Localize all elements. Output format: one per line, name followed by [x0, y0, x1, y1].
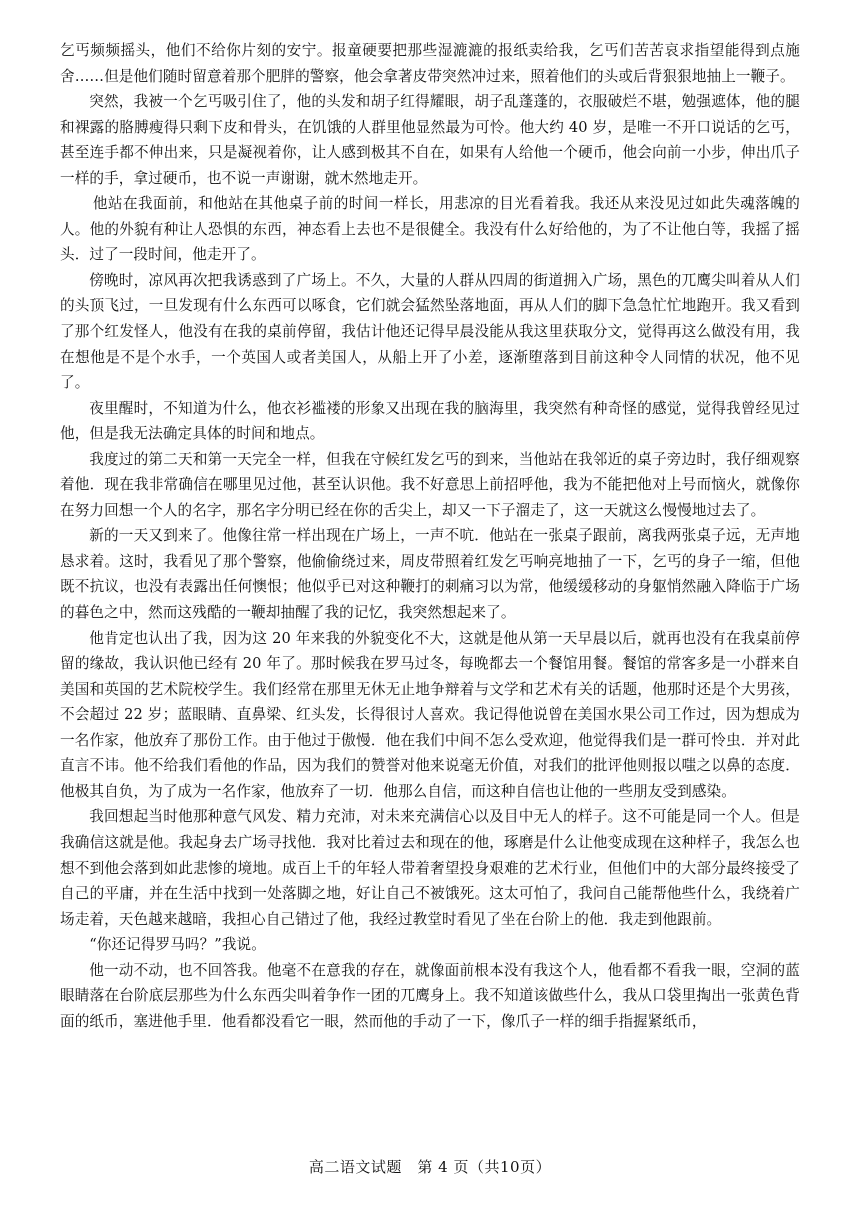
paragraph-9: 我回想起当时他那种意气风发、精力充沛，对未来充满信心以及目中无人的样子。这不可能是同一个人。但是我确信这就是他。我起身去广场寻找他．我对比着过去和现在的他，琢磨是什么让他变成现在这种样子，我怎么也想不到他会落到如此悲惨的境地。成百上千的年轻人带着奢望投身艰难的艺术行业，但他们中的大部分最终接受了自己的平庸，并在生活中找到一处落脚之地，好让自己不被饿死。这太可怕了，我问自己能帮他些什么，我绕着广场走着，天色越来越暗，我担心自己错过了他，我经过教堂时看见了坐在台阶上的他．我走到他跟前。 [60, 808, 800, 928]
paragraph-7: 新的一天又到来了。他像往常一样出现在广场上，一声不吭．他站在一张桌子跟前，离我两张桌子远，无声地恳求着。这时，我看见了那个警察，他偷偷绕过来，周皮带照着红发乞丐响亮地抽了一下，乞丐的身子一缩，但他既不抗议，也没有表露出任何懊恨；他似乎已对这种鞭打的刺痛习以为常，他缓缓移动的身躯悄然融入降临于广场的暮色之中，然而这残酷的一鞭却抽醒了我的记忆，我突然想起来了。 [60, 527, 800, 622]
paragraph-3: 他站在我面前，和他站在其他桌子前的时间一样长，用悲凉的目光看着我。我还从来没见过如此失魂落魄的人。他的外貌有种让人恐惧的东西，神态看上去也不是很健全。我没有什么好给他的，为了不让他白等，我摇了摇头．过了一段时间，他走开了。 [60, 195, 800, 264]
paragraph-1: 乞丐频频摇头，他们不给你片刻的安宁。报童硬要把那些湿漉漉的报纸卖给我，乞丐们苦苦哀求指望能得到点施舍……但是他们随时留意着那个肥胖的警察，他会拿著皮带突然冲过来，照着他们的头或后背狠狠地抽上一鞭子。 [60, 42, 800, 85]
paragraph-5: 夜里醒时，不知道为什么，他衣衫褴褛的形象又出现在我的脑海里，我突然有种奇怪的感觉，觉得我曾经见过他，但是我无法确定具体的时间和地点。 [60, 399, 800, 443]
paragraph-10: “你还记得罗马吗？”我说。 [89, 936, 266, 954]
page-footer: 高二语文试题 第 4 页（共10页） [308, 1158, 552, 1176]
paragraph-8: 他肯定也认出了我，因为这 20 年来我的外貌变化不大，这就是他从第一天早晨以后，就再也没有在我桌前停留的缘故，我认识他已经有 20 年了。那时候我在罗马过冬，每晚都去一个餐馆用餐。餐馆的常客多是一小群来自美国和英国的艺术院校学生。我们经常在那里无休无止地争辩着与文学和艺术有关的话题，他那时还是个大男孩，不会超过 22 岁；蓝眼睛、直鼻梁、红头发，长得很讨人喜欢。我记得他说曾在美国水果公司工作过，因为想成为一名作家，他放弃了那份工作。由于他过于傲慢．他在我们中间不怎么受欢迎，他觉得我们是一群可怜虫．并对此直言不讳。他不给我们看他的作品，因为我们的赞誉对他来说毫无价值，对我们的批评他则报以嗤之以鼻的态度．他极其自负，为了成为一名作家，他放弃了一切．他那么自信，而这种自信也让他的一些朋友受到感染。 [60, 629, 800, 800]
paragraph-6: 我度过的第二天和第一天完全一样，但我在守候红发乞丐的到来，当他站在我邻近的桌子旁边时，我仔细观察着他．现在我非常确信在哪里见过他，甚至认识他。我不好意思上前招呼他，我为不能把他对上号而恼火，就像你在努力回想一个人的名字，那名字分明已经在你的舌尖上，却又一下子溜走了，这一天就这么慢慢地过去了。 [60, 450, 800, 519]
story-text [60, 38, 800, 1034]
paragraph-4: 傍晚时，凉风再次把我诱惑到了广场上。不久，大量的人群从四周的街道拥入广场，黑色的兀鹰尖叫着从人们的头顶飞过，一旦发现有什么东西可以啄食，它们就会猛然坠落地面，再从人们的脚下急急忙忙地跑开。我又看到了那个红发怪人，他没有在我的桌前停留，我估计他还记得早晨没能从我这里获取分文，觉得再这么做没有用，我在想他是不是个水手，一个英国人或者美国人，从船上开了小差，逐渐堕落到目前这种令人同情的状况，他不见了。 [60, 271, 800, 392]
paragraph-11: 他一动不动，也不回答我。他毫不在意我的存在，就像面前根本没有我这个人，他看都不看我一眼，空洞的蓝眼睛落在台阶底层那些为什么东西尖叫着争作一团的兀鹰身上。我不知道该做些什么，我从口袋里掏出一张黄色背面的纸币，塞进他手里．他看都没看它一眼，然而他的手动了一下，像爪子一样的细手指握紧纸币， [60, 961, 800, 1030]
paragraph-2: 突然，我被一个乞丐吸引住了，他的头发和胡子红得耀眼，胡子乱蓬蓬的，衣服破烂不堪，勉强遮体，他的腿和裸露的胳膊瘦得只剩下皮和骨头，在饥饿的人群里他显然最为可怜。他大约 40 岁，是唯一不开口说话的乞丐，甚至连手都不伸出来，只是凝视着你，让人感到极其不自在，如果有人给他一个硬币，他会向前一小步，伸出爪子一样的手，拿过硬币，也不说一声谢谢，就木然地走开。 [60, 93, 800, 187]
